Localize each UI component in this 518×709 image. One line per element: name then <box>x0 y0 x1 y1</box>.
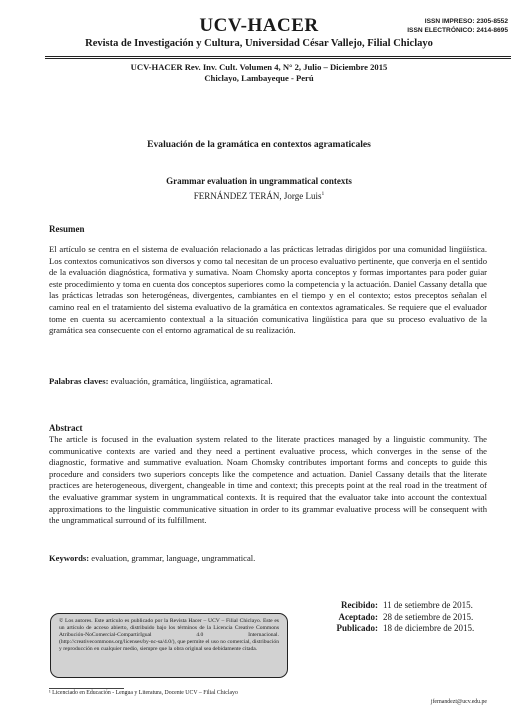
citation-location: Chiclayo, Lambayeque - Perú <box>204 73 314 83</box>
citation-block <box>0 62 518 84</box>
abstract-text: The article is focused in the evaluation system related to the literate practices managed by a linguistic community. The communicative contexts are varied and they need a pertinent evaluative process, which converges in the sense of the diagnostic, formative and summative evaluation. Noam Chomsky contributes important forms and concepts to guide this procedure and considers two superiors concepts like the competence and actuation. Daniel Cassany details that the literate practices are heterogeneous, divergent, changeable in time and context; this precepts point at the real road in the treatment of the evaluative grammar system in ungrammatical contexts. It is required that the evaluator take into account the contextual approximations to the linguistic communicative situation in order to its grammar evaluative process will be consequent with the ungrammatical surround of its fulfillment. <box>49 434 487 526</box>
resumen-text: El artículo se centra en el sistema de evaluación relacionado a las prácticas letradas dirigidos por una comunidad lingüística. Los contextos comunicativos son diversos y como tal necesitan de un proceso evaluativo pertinente, que converja en el sentido de la evaluación diagnóstica, formativa y sumativa. Noam Chomsky aporta conceptos y formas importantes para poder guiar este procedimiento y toma en cuenta dos conceptos superiores como la competencia y la actuación. Daniel Cassany detalla que las prácticas letradas son heterogéneas, divergentes, cambiantes en el tiempo y en el contexto; estos preceptos señalan el camino real en el tratamiento del sistema evaluativo de la gramática en contextos agramaticales. Se requiere que el evaluador tome en cuenta su acercamiento contextual a la situación comunicativa lingüística para que su proceso evaluativo de la gramática sea consecuente con el entorno agramatical de su realización. <box>49 244 487 336</box>
author-footnote-mark: 1 <box>321 191 325 197</box>
date-received <box>318 600 488 612</box>
publication-dates <box>318 600 488 635</box>
date-label: Aceptado: <box>338 611 378 622</box>
abstract-keywords <box>49 553 487 563</box>
license-box: © Los autores. Este artículo es publicado por la Revista Hacer – UCV – Filial Chiclayo. Este es un artículo de acceso abierto, distribuido bajo los términos de la Licencia Creative Commons Atribución-NoComercial-CompartirIgual 4.0 Internacional. (http://creativecommons.org/licenses/by-nc-sa/4.0/), que permite el uso no comercial, distribución y reproducción en cualquier medio, siempre que la obra original sea debidamente citada. <box>50 613 288 678</box>
header-rule-bottom <box>45 58 511 59</box>
date-value: 28 de setiembre de 2015. <box>383 611 474 622</box>
author-line <box>0 191 518 201</box>
footnote-rule <box>49 688 124 689</box>
date-value: 18 de diciembre de 2015. <box>383 623 475 634</box>
issn-print: ISSN IMPRESO: 2305-8552 <box>424 18 508 25</box>
keywords-en: evaluation, grammar, language, ungrammatical. <box>91 553 256 563</box>
keywords-es: evaluación, gramática, lingüística, agramatical. <box>110 376 273 386</box>
date-accepted <box>318 612 488 624</box>
journal-name: UCV-HACER <box>199 15 319 36</box>
article-title-en: Grammar evaluation in ungrammatical contexts <box>166 176 352 186</box>
date-value: 11 de setiembre de 2015. <box>383 600 473 610</box>
issn-block <box>396 17 508 35</box>
journal-subtitle: Revista de Investigación y Cultura, Universidad César Vallejo, Filial Chiclayo <box>85 38 433 49</box>
resumen-keywords <box>49 376 487 386</box>
keywords-label-en: Keywords: <box>49 553 90 563</box>
abstract-section <box>49 422 487 527</box>
date-published <box>318 623 488 635</box>
citation-line: UCV-HACER Rev. Inv. Cult. Volumen 4, N° 2, Julio – Diciembre 2015 <box>130 62 388 72</box>
author-footnote: ¹ Licenciado en Educación - Lengua y Literatura, Docente UCV – Filial Chiclayo <box>49 690 238 696</box>
resumen-heading: Resumen <box>49 224 85 234</box>
abstract-heading: Abstract <box>49 423 83 433</box>
date-label: Recibido: <box>341 600 378 610</box>
author-email: jfernandezt@ucv.edu.pe <box>430 699 487 705</box>
article-title-es: Evaluación de la gramática en contextos agramaticales <box>147 139 371 150</box>
issn-electronic: ISSN ELECTRÓNICO: 2414-8695 <box>407 27 508 34</box>
date-label: Publicado: <box>336 623 378 634</box>
author-name: FERNÁNDEZ TERÁN, Jorge Luis <box>193 191 322 201</box>
header-rule-top <box>45 56 511 57</box>
keywords-label-es: Palabras claves: <box>49 376 109 386</box>
